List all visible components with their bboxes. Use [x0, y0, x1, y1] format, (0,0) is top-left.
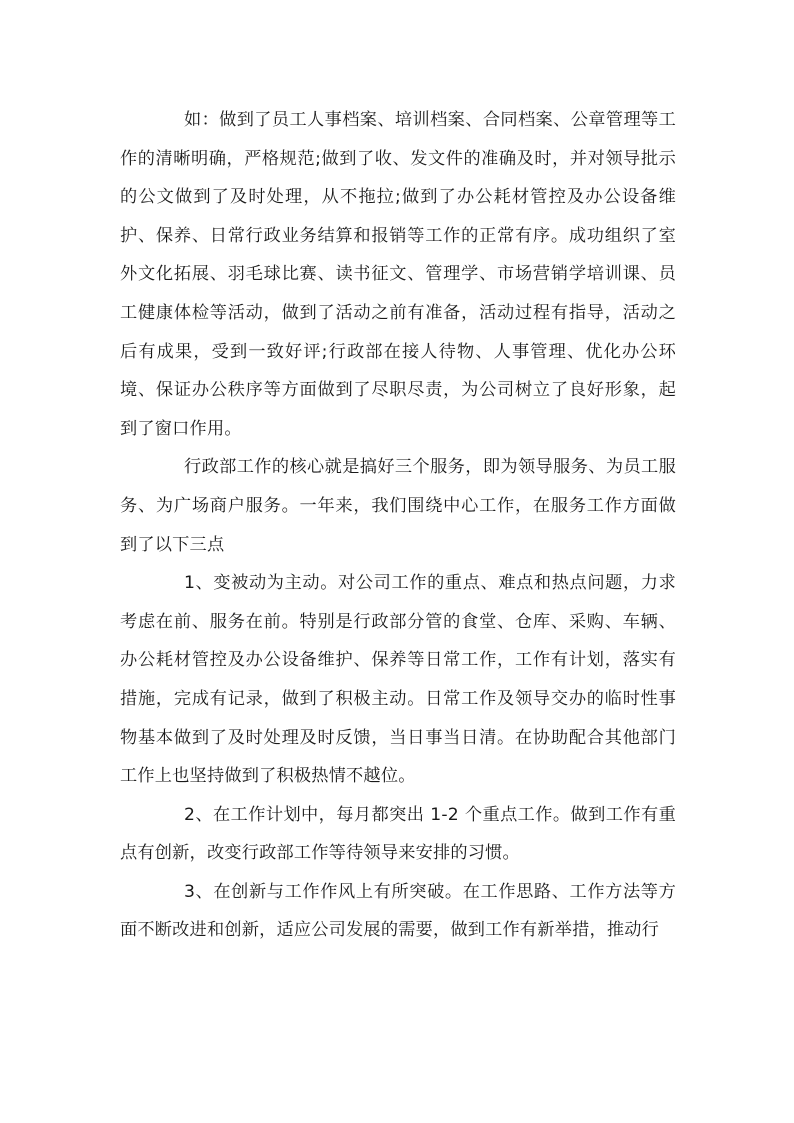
paragraph-point-1-proactive: 1、变被动为主动。对公司工作的重点、难点和热点问题，力求考虑在前、服务在前。特别是行政部分管的食堂、仓库、采购、车辆、办公耗材管控及办公设备维护、保养等日常工作，工作有计划，落实有措施，完成有记录，做到了积极主动。日常工作及领导交办的临时性事物基本做到了及时处理及时反馈，当日事当日清。在协助配合其他部门工作上也坚持做到了积极热情不越位。 [120, 573, 676, 787]
paragraph-archives-management: 如：做到了员工人事档案、培训档案、合同档案、公章管理等工作的清晰明确，严格规范;做到了收、发文件的准确及时，并对领导批示的公文做到了及时处理，从不拖拉;做到了办公耗材管控及办公设备维护、保养、日常行政业务结算和报销等工作的正常有序。成功组织了室外文化拓展、羽毛球比赛、读书征文、管理学、市场营销学培训课、员工健康体检等活动，做到了活动之前有准备，活动过程有指导，活动之后有成果，受到一致好评;行政部在接人待物、人事管理、优化办公环境、保证办公秩序等方面做到了尽职尽责，为公司树立了良好形象，起到了窗口作用。 [120, 110, 676, 439]
paragraph-point-2-monthly-focus: 2、在工作计划中，每月都突出 1-2 个重点工作。做到工作有重点有创新，改变行政部工作等待领导来安排的习惯。 [120, 804, 676, 864]
paragraph-three-services: 行政部工作的核心就是搞好三个服务，即为领导服务、为员工服务、为广场商户服务。一年来，我们围绕中心工作，在服务工作方面做到了以下三点 [120, 457, 676, 555]
document-body [120, 101, 676, 950]
paragraph-point-3-innovation: 3、在创新与工作作风上有所突破。在工作思路、工作方法等方面不断改进和创新，适应公司发展的需要，做到工作有新举措，推动行 [120, 881, 676, 941]
